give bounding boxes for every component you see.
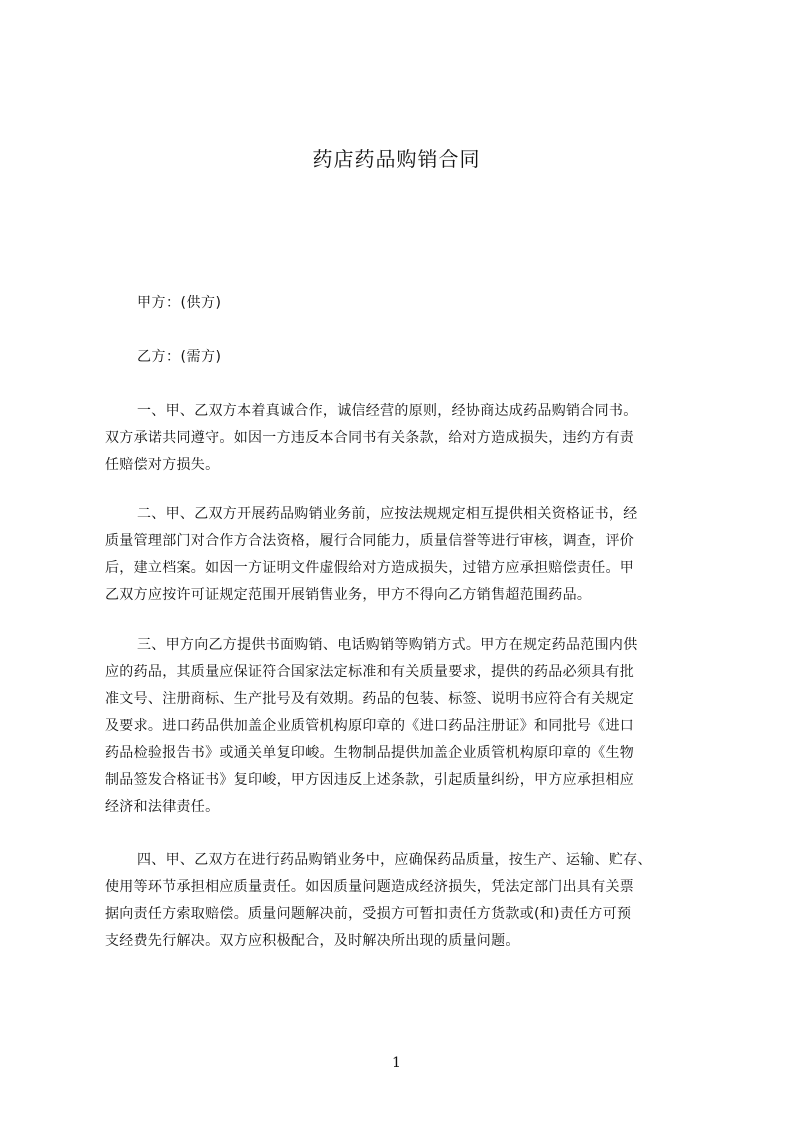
clause-2-line: 后，建立档案。如因一方证明文件虚假给对方造成损失，过错方应承担赔偿责任。甲 [105,560,635,576]
clause-4-line: 据向责任方索取赔偿。质量问题解决前，受损方可暂扣责任方货款或(和)责任方可预 [105,906,632,922]
clause-2-line: 二、甲、乙双方开展药品购销业务前，应按法规规定相互提供相关资格证书，经 [137,506,638,522]
clause-3-line: 经济和法律责任。 [105,799,220,815]
clause-4-line: 支经费先行解决。双方应积极配合，及时解决所出现的质量问题。 [105,933,520,949]
clause-1-line: 一、甲、乙双方本着真诚合作，诚信经营的原则，经协商达成药品购销合同书。 [137,403,638,419]
clause-3-line: 药品检验报告书》或通关单复印峻。生物制品提供加盖企业质管机构原印章的《生物 [105,745,635,761]
clause-1-line: 任赔偿对方损失。 [105,457,220,473]
clause-3-line: 准文号、注册商标、生产批号及有效期。药品的包装、标签、说明书应符合有关规定 [105,691,635,707]
page-number: 1 [392,1055,401,1071]
clause-1-line: 双方承诺共同遵守。如因一方违反本合同书有关条款，给对方造成损失，违约方有责 [105,430,635,446]
clause-1 [105,398,705,479]
clause-3 [105,632,705,821]
clause-4-line: 四、甲、乙双方在进行药品购销业务中，应确保药品质量，按生产、运输、贮存、 [137,852,652,868]
clause-3-line: 应的药品，其质量应保证符合国家法定标准和有关质量要求，提供的药品必须具有批 [105,664,635,680]
clause-2 [105,501,705,609]
party-a-line: 甲方：(供方) [137,295,222,311]
clause-4 [105,847,705,955]
clause-4-line: 使用等环节承担相应质量责任。如因质量问题造成经济损失，凭法定部门出具有关票 [105,879,635,895]
clause-2-line: 质量管理部门对合作方合法资格，履行合同能力，质量信誉等进行审核，调查，评价 [105,533,635,549]
clause-2-line: 乙双方应按许可证规定范围开展销售业务，甲方不得向乙方销售超范围药品。 [105,587,592,603]
document-title: 药店药品购销合同 [312,147,481,171]
clause-3-line: 制品签发合格证书》复印峻，甲方因违反上述条款，引起质量纠纷，甲方应承担相应 [105,772,635,788]
clause-3-line: 三、甲方向乙方提供书面购销、电话购销等购销方式。甲方在规定药品范围内供 [137,637,638,653]
party-b-line: 乙方：(需方) [137,349,222,365]
clause-3-line: 及要求。进口药品供加盖企业质管机构原印章的《进口药品注册证》和同批号《进口 [105,718,635,734]
